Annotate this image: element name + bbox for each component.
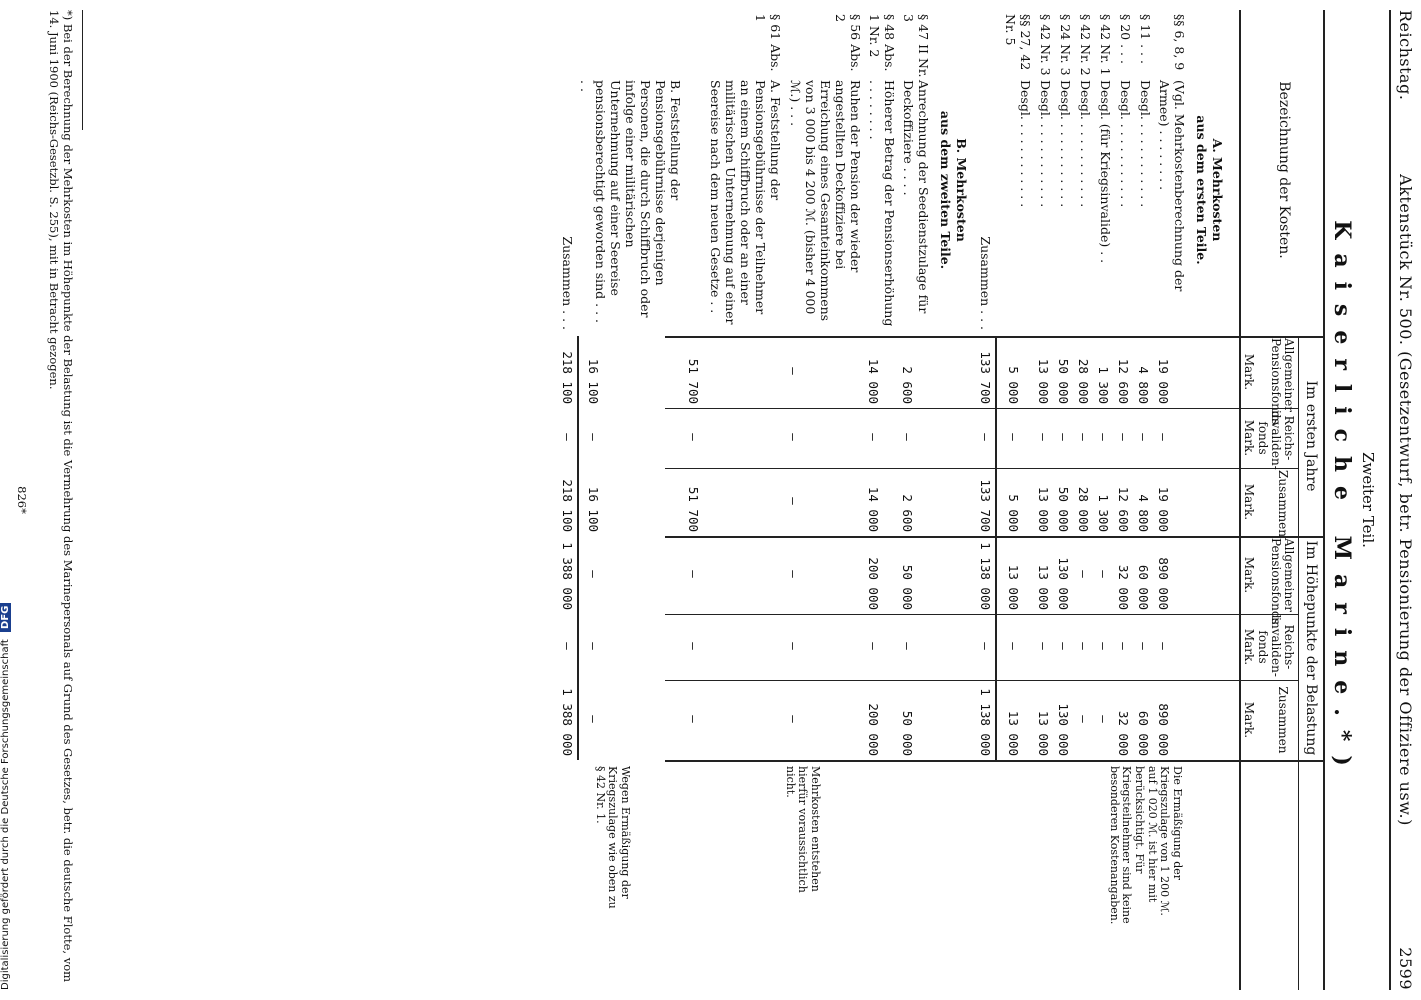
section-b-total-cell: 218 100 bbox=[560, 479, 575, 532]
section-a-cell: 32 000 bbox=[1116, 564, 1131, 610]
section-a-cell: — bbox=[1116, 433, 1131, 441]
group-rule bbox=[1298, 336, 1299, 990]
col-head-6: Zusammen bbox=[1276, 686, 1290, 754]
unit-1: Mark. bbox=[1242, 353, 1256, 391]
digitization-text: Digitalisierung gefördert durch die Deutsche Forschungsgemeinschaft bbox=[0, 639, 11, 990]
section-b-cell: — bbox=[900, 642, 915, 650]
section-a-total-cell: 1 138 000 bbox=[978, 542, 993, 610]
section-b-row-label: Höherer Betrag der Pensionserhöhung . . . . . . . . bbox=[867, 80, 897, 327]
section-b-subtitle: aus dem zweiten Teile. bbox=[938, 110, 953, 270]
section-a-row-ref: § 42 Nr. 1 bbox=[1098, 14, 1113, 76]
section-a-cell: 13 000 bbox=[1036, 358, 1051, 404]
section-b-cell: — bbox=[586, 642, 601, 650]
col-divider-4 bbox=[665, 614, 1299, 615]
section-b-cell: 51 700 bbox=[686, 486, 701, 532]
section-a-total-cell: 133 700 bbox=[978, 351, 993, 404]
section-a-row-ref: § 11 . . . bbox=[1138, 14, 1153, 64]
section-a-cell: 60 000 bbox=[1136, 564, 1151, 610]
section-a-row-label: Desgl. . . . . . . . . . . . bbox=[1038, 80, 1053, 208]
section-a-cell: 13 000 bbox=[1006, 564, 1021, 610]
section-b-cell: — bbox=[900, 433, 915, 441]
section-b-cell: 2 600 bbox=[900, 494, 915, 532]
section-b-cell: — bbox=[686, 715, 701, 723]
section-a-cell: — bbox=[1076, 715, 1091, 723]
section-a-total-cell: 133 700 bbox=[978, 479, 993, 532]
section-a-side-note: Die Ermäßigung der Kriegszulage von 1 200 ℳ. auf 1 020 ℳ. ist hier mit berücksichtigt. Für Kriegsteilnehmer sind keine besonderen Kostenangaben. bbox=[1107, 766, 1184, 925]
section-a-cell: — bbox=[1076, 433, 1091, 441]
section-a-cell: — bbox=[1136, 433, 1151, 441]
header-title: Aktenstück Nr. 500. (Gesetzentwurf, betr. Pensionierung der Offiziere usw.) bbox=[1396, 174, 1415, 826]
col-divider-1 bbox=[665, 408, 1299, 409]
designation-header: Bezeichnung der Kosten. bbox=[1276, 81, 1292, 259]
section-a-cell: — bbox=[1156, 642, 1171, 650]
section-b-cell: — bbox=[786, 433, 801, 441]
main-title: Kaiserliche Marine.*) bbox=[1329, 220, 1355, 780]
col-divider-5 bbox=[665, 680, 1299, 681]
section-b-cell: 200 000 bbox=[866, 703, 881, 756]
section-b-total-cell: 1 388 000 bbox=[560, 688, 575, 756]
section-a-cell: 130 000 bbox=[1056, 703, 1071, 756]
section-b-row-label: B. Feststellung der Pensionsgebührnisse derjenigen Personen, die durch Schiffbruch oder infolge einer militärischen Unternehmung auf einer Seereise pensionsberechtigt geworden sind . . . . . bbox=[578, 80, 683, 324]
section-a-cell: 28 000 bbox=[1076, 486, 1091, 532]
dfg-logo: DFG bbox=[0, 603, 11, 632]
footnote-rule bbox=[82, 10, 83, 130]
section-a-cell: 28 000 bbox=[1076, 358, 1091, 404]
section-a-row-ref: § 24 Nr. 3 bbox=[1058, 14, 1073, 76]
section-b-cell: — bbox=[786, 570, 801, 578]
peak-header: Im Höhepunkte der Belastung bbox=[1303, 540, 1319, 756]
section-a-cell: 5 000 bbox=[1006, 494, 1021, 532]
section-a-cell: 50 000 bbox=[1056, 358, 1071, 404]
section-a-row-ref: §§ 27, 42 Nr. 5 bbox=[1003, 14, 1033, 71]
section-b-total-cell: 1 388 000 bbox=[560, 542, 575, 610]
section-b-title: B. Mehrkosten bbox=[954, 138, 969, 242]
section-b-cell: 16 100 bbox=[586, 486, 601, 532]
section-a-cell: — bbox=[1036, 433, 1051, 441]
col-head-5: Reichs-invaliden-fonds bbox=[1255, 617, 1296, 677]
footnote: *) Bei der Berechnung der Mehrkosten im Höhepunkte der Belastung ist die Vermehrung des Marinepersonals auf Grund des Gesetzes, betr. die deutsche Flotte, vom 14. Juni 1900 (Reichs-Gesetzbl. S. 255), mit in Betracht gezogen. bbox=[47, 10, 75, 983]
section-a-cell: — bbox=[1096, 642, 1111, 650]
section-a-cell: 19 000 bbox=[1156, 358, 1171, 404]
section-b-cell: 200 000 bbox=[866, 557, 881, 610]
page-number: 2599 bbox=[1396, 947, 1415, 990]
section-a-cell: 890 000 bbox=[1156, 557, 1171, 610]
col-head-2: Reichs-invaliden-fonds bbox=[1255, 410, 1296, 470]
section-b-row-ref: § 61 Abs. 1 bbox=[753, 14, 783, 72]
section-a-cell: — bbox=[1116, 642, 1131, 650]
first-year-header: Im ersten Jahre bbox=[1303, 380, 1319, 492]
section-b-cell: — bbox=[686, 570, 701, 578]
col-head-1: Allgemeiner Pensionsfonds bbox=[1268, 338, 1296, 425]
section-b-cell: — bbox=[686, 433, 701, 441]
section-a-cell: 890 000 bbox=[1156, 703, 1171, 756]
section-a-cell: — bbox=[1096, 570, 1111, 578]
section-b-row-label: Ruhen der Pension der wieder angestellten Deckoffiziere bei Erreichung eines Gesamteinkommens von 3 000 bis 4 200 ℳ. (bisher 4 000 ℳ.) . . . bbox=[788, 80, 863, 322]
section-a-row-ref: §§ 6, 8, 9 bbox=[1172, 14, 1187, 71]
col-divider-2 bbox=[665, 468, 1299, 469]
section-b-cell: — bbox=[866, 642, 881, 650]
section-b-side-note-2: Wegen Ermäßigung der Kriegszulage wie oben zu § 42 Nr. 1. bbox=[593, 766, 632, 909]
section-a-row-ref: § 20 . . . bbox=[1118, 14, 1133, 64]
section-a-cell: — bbox=[1056, 642, 1071, 650]
section-b-cell: 14 000 bbox=[866, 486, 881, 532]
section-b-total-rule bbox=[577, 336, 579, 760]
section-a-cell: — bbox=[1096, 715, 1111, 723]
unit-4: Mark. bbox=[1242, 556, 1256, 594]
section-b-cell: 50 000 bbox=[900, 710, 915, 756]
col-head-4: Allgemeiner Pensionsfonds bbox=[1268, 538, 1296, 625]
section-b-cell: — bbox=[586, 433, 601, 441]
section-a-cell: — bbox=[1006, 642, 1021, 650]
header-left: Reichstag. bbox=[1396, 10, 1415, 101]
section-b-row-ref: § 56 Abs. 2 bbox=[833, 14, 863, 72]
digitization-credit bbox=[0, 0, 11, 1000]
section-b-cell: 51 700 bbox=[686, 358, 701, 404]
section-b-total-cell: 218 100 bbox=[560, 351, 575, 404]
section-a-cell: 4 800 bbox=[1136, 366, 1151, 404]
section-a-cell: 13 000 bbox=[1006, 710, 1021, 756]
section-b-cell: — bbox=[686, 642, 701, 650]
section-b-cell: — bbox=[786, 367, 801, 375]
section-b-cell: — bbox=[786, 715, 801, 723]
section-a-row-label: Desgl. . . . . . . . . . . . bbox=[1018, 80, 1033, 208]
head-bottom-rule bbox=[1239, 10, 1241, 990]
section-b-cell: — bbox=[586, 570, 601, 578]
section-a-title: A. Mehrkosten bbox=[1210, 138, 1225, 242]
table-top-rule bbox=[1323, 10, 1325, 990]
section-b-cell: 2 600 bbox=[900, 366, 915, 404]
section-b-total-cell: — bbox=[560, 642, 575, 650]
section-a-row-ref: § 42 Nr. 2 bbox=[1078, 14, 1093, 76]
section-b-cell: 50 000 bbox=[900, 564, 915, 610]
unit-2: Mark. bbox=[1242, 419, 1256, 457]
section-a-cell: 50 000 bbox=[1056, 486, 1071, 532]
digitization-strip bbox=[0, 0, 20, 1000]
section-b-cell: 16 100 bbox=[586, 358, 601, 404]
section-a-cell: 12 600 bbox=[1116, 486, 1131, 532]
section-b-side-note-1: Mehrkosten entstehen hierfür voraussichtlich nicht. bbox=[783, 766, 822, 893]
section-b-cell: — bbox=[786, 642, 801, 650]
header-rule bbox=[1389, 10, 1391, 990]
section-a-cell: 12 600 bbox=[1116, 358, 1131, 404]
section-b-total-cell: — bbox=[560, 433, 575, 441]
section-b-cell: — bbox=[586, 715, 601, 723]
section-a-cell: — bbox=[1136, 642, 1151, 650]
section-a-cell: 60 000 bbox=[1136, 710, 1151, 756]
section-a-cell: — bbox=[1096, 433, 1111, 441]
col-head-3: Zusammen bbox=[1276, 470, 1290, 537]
section-b-row-label: Anrechnung der Seedienstzulage für Deckoffiziere . . . . bbox=[901, 80, 931, 314]
section-a-cell: 4 800 bbox=[1136, 494, 1151, 532]
section-b-row-ref: § 48 Abs. 1 Nr. 2 bbox=[867, 14, 897, 72]
section-a-total-label: Zusammen . . . bbox=[978, 236, 993, 330]
section-a-subtitle: aus dem ersten Teile. bbox=[1194, 115, 1209, 265]
unit-6: Mark. bbox=[1242, 701, 1256, 739]
section-a-row-label: Desgl. . . . . . . . . . . . bbox=[1138, 80, 1153, 208]
section-a-row-label: Desgl. . . . . . . . . . . . bbox=[1118, 80, 1133, 208]
section-a-cell: — bbox=[1036, 642, 1051, 650]
col-divider-6 bbox=[665, 760, 1325, 762]
unit-3: Mark. bbox=[1242, 483, 1256, 521]
section-a-total-cell: — bbox=[978, 642, 993, 650]
section-a-cell: 32 000 bbox=[1116, 710, 1131, 756]
section-a-cell: — bbox=[1156, 433, 1171, 441]
section-a-cell: 13 000 bbox=[1036, 486, 1051, 532]
section-a-cell: 1 300 bbox=[1096, 366, 1111, 404]
section-a-cell: 1 300 bbox=[1096, 494, 1111, 532]
section-b-total-label: Zusammen . . . bbox=[560, 236, 575, 330]
section-a-cell: 130 000 bbox=[1056, 557, 1071, 610]
section-a-total-rule bbox=[995, 336, 997, 760]
page-mark: 826* bbox=[15, 486, 29, 514]
section-b-row-ref: § 47 II Nr. 3 bbox=[901, 14, 931, 78]
section-a-cell: — bbox=[1056, 433, 1071, 441]
section-a-row-label: Desgl. . . . . . . . . . . . bbox=[1058, 80, 1073, 208]
section-a-total-cell: 1 138 000 bbox=[978, 688, 993, 756]
unit-5: Mark. bbox=[1242, 628, 1256, 666]
section-a-row-ref: § 42 Nr. 3 bbox=[1038, 14, 1053, 76]
section-b-cell: — bbox=[866, 433, 881, 441]
section-a-cell: 5 000 bbox=[1006, 366, 1021, 404]
section-a-cell: — bbox=[1076, 642, 1091, 650]
section-a-cell: 13 000 bbox=[1036, 564, 1051, 610]
section-a-cell: 13 000 bbox=[1036, 710, 1051, 756]
section-b-cell: — bbox=[786, 497, 801, 505]
section-a-total-cell: — bbox=[978, 433, 993, 441]
section-b-cell: 14 000 bbox=[866, 358, 881, 404]
section-b-row-label: A. Feststellung der Pensionsgebührnisse der Teilnehmer an einem Schiffbruch oder an einer militärischen Unternehmung auf einer Seereise nach dem neuen Gesetze . . bbox=[708, 80, 783, 325]
section-a-cell: — bbox=[1076, 570, 1091, 578]
section-a-cell: — bbox=[1006, 433, 1021, 441]
section-a-cell: 19 000 bbox=[1156, 486, 1171, 532]
part-title: Zweiter Teil. bbox=[1359, 452, 1377, 548]
section-a-row-label: Desgl. (für Kriegsinvalide) . . bbox=[1098, 80, 1113, 264]
section-a-row-label: (Vgl. Mehrkostenberechnung der Armee) . . . . . . . . bbox=[1157, 80, 1187, 292]
section-a-row-label: Desgl. . . . . . . . . . . . bbox=[1078, 80, 1093, 208]
